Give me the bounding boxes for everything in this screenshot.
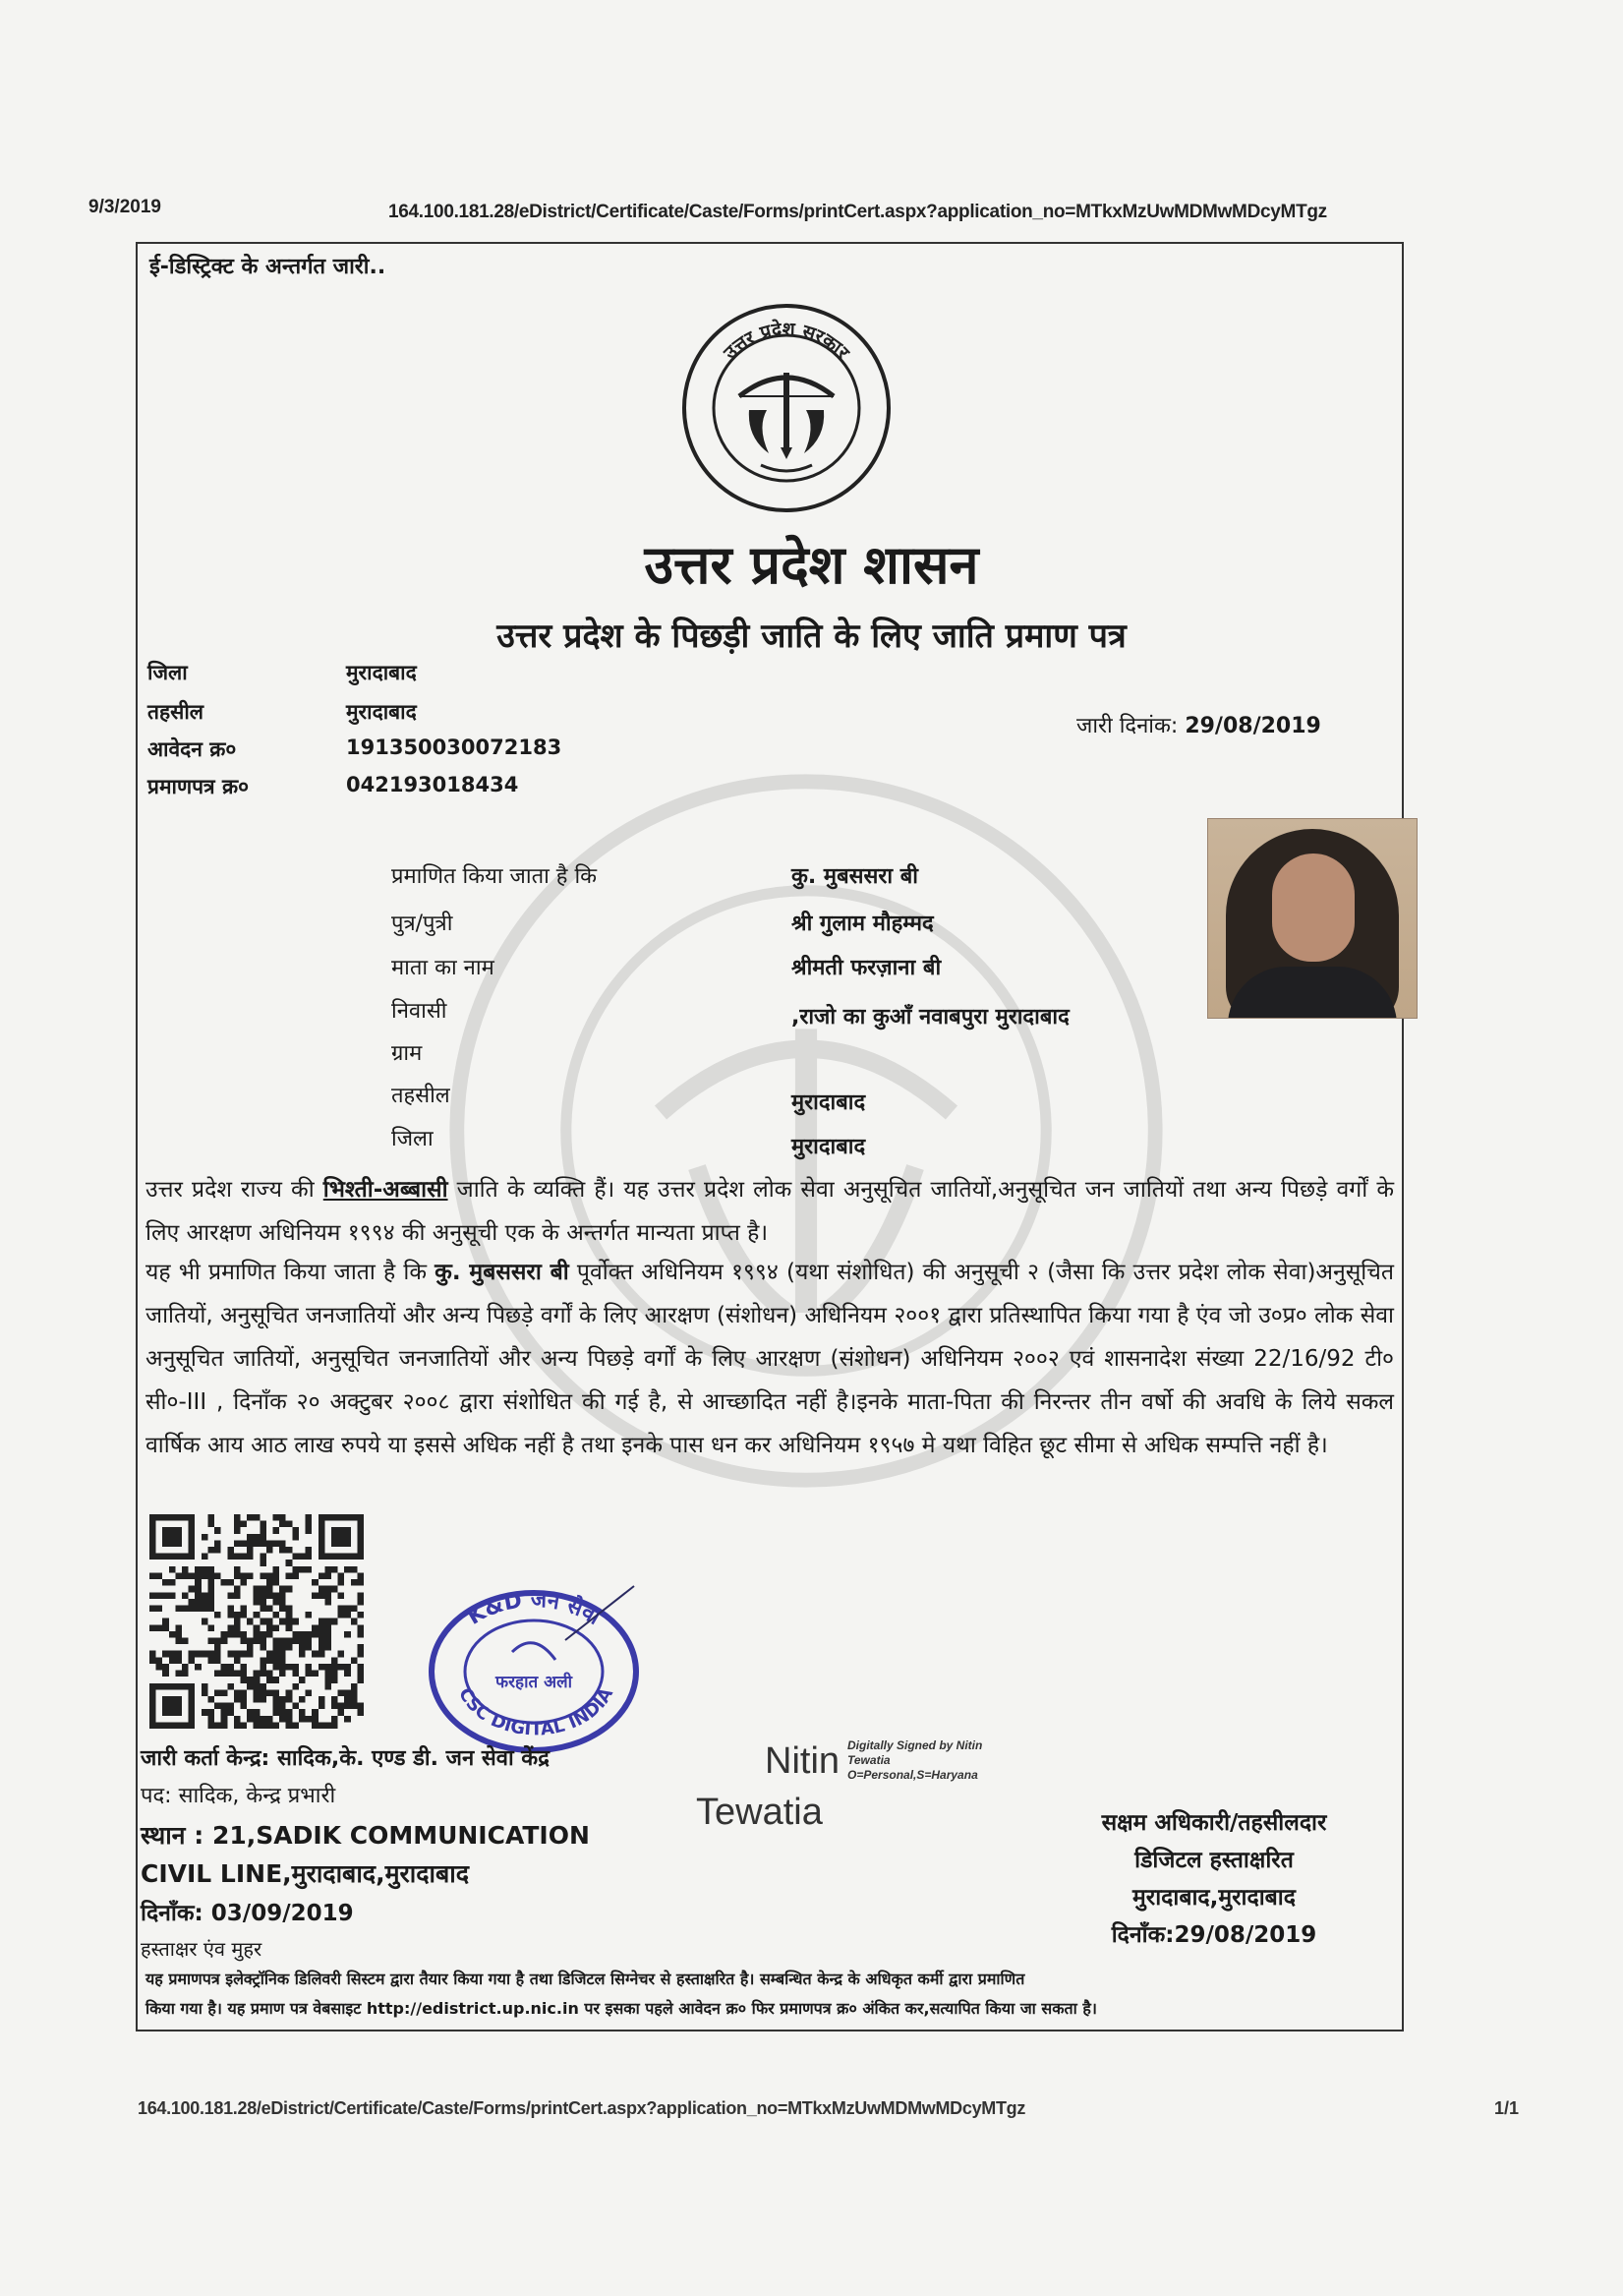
mother-name-label: माता का नाम xyxy=(391,956,494,980)
signature-note-line-3: O=Personal,S=Haryana xyxy=(847,1768,978,1782)
verification-note xyxy=(145,1965,1396,2024)
district-value: मुरादाबाद xyxy=(346,661,417,684)
caste-paragraph xyxy=(145,1168,1394,1255)
child-of-label: पुत्र/पुत्री xyxy=(391,912,453,936)
village-label: ग्राम xyxy=(391,1041,423,1066)
authority-title: सक्षम अधिकारी/तहसीलदार xyxy=(1101,1810,1327,1836)
svg-text:उत्तर प्रदेश सरकार xyxy=(719,318,854,365)
para2-start: यह भी प्रमाणित किया जाता है कि xyxy=(145,1260,435,1285)
verification-note-line-1: यह प्रमाणपत्र इलेक्ट्रॉनिक डिलिवरी सिस्टम द्वारा तैयार किया गया है तथा डिजिटल सिग्नेचर से हस्ताक्षरित है। सम्बन्धित केन्द्र के अधिकृत कर्मी द्वारा प्रमाणित xyxy=(145,1970,1025,1988)
issuer-date-value: 03/09/2019 xyxy=(210,1901,354,1926)
application-number-value: 191350030072183 xyxy=(346,736,562,759)
tehsil-label: तहसील xyxy=(147,700,203,724)
note-line-2-rest: पर इसका पहले आवेदन क्र० फिर प्रमाणपत्र क्र० अंकित कर,सत्यापित किया जा सकता है। xyxy=(578,1999,1097,2018)
para2-rest: पूर्वोक्त अधिनियम १९९४ (यथा संशोधित) की अनुसूची २ (जैसा कि उत्तर प्रदेश लोक सेवा)अनुसूचित जातियों, अनुसूचित जनजातियों और अन्य पिछड़े वर्गों के लिए आरक्षण (संशोधन) अधिनियम २००१ द्वारा प्रतिस्थापित किया गया है एंव जो उ०प्र० लोक सेवा अनुसूचित जातियों, अनुसूचित जनजातियों और अन्य पिछड़े वर्गों के लिए आरक्षण (संशोधन) अधिनियम २००२ एवं शासनादेश संख्या 22/16/92 टी० सी०-III , दिनाँक २० अक्टुबर २००८ द्वारा संशोधित की गई है, से आच्छादित नहीं है।इनके माता-पिता की निरन्तर तीन वर्षो की अवधि के लिये सकल वार्षिक आय आठ लाख रुपये या इससे अधिक नहीं है तथा इनके पास धन कर अधिनियम १९५७ मे यथा विहित छूट सीमा से अधिक सम्पत्ति नहीं है। xyxy=(145,1260,1394,1458)
issuing-center: जारी कर्ता केन्द्र: सादिक,के. एण्ड डी. जन सेवा केंद्र xyxy=(141,1746,550,1771)
district-label: जिला xyxy=(147,661,188,684)
mother-name: श्रीमती फरज़ाना बी xyxy=(791,956,942,980)
application-number-label: आवेदन क्र० xyxy=(147,737,237,761)
field-tehsil-label: तहसील xyxy=(391,1084,450,1108)
field-tehsil-value: मुरादाबाद xyxy=(791,1090,866,1115)
digital-signature-first-name: Nitin xyxy=(765,1740,840,1782)
svg-text:CSC DIGITAL INDIA xyxy=(454,1684,617,1739)
issue-date xyxy=(1076,710,1321,739)
applicant-photo xyxy=(1207,818,1418,1019)
digital-signature-note xyxy=(847,1738,982,1783)
stamp-middle-text: फरहात अली xyxy=(494,1673,573,1692)
certification-paragraph xyxy=(145,1251,1394,1467)
signature-note-line-1: Digitally Signed by Nitin xyxy=(847,1738,983,1752)
field-district-value: मुरादाबाद xyxy=(791,1135,866,1159)
digital-signature-last-name: Tewatia xyxy=(696,1792,823,1833)
stamp-top-text: K&D जन सेवा xyxy=(463,1587,605,1630)
resident-label: निवासी xyxy=(391,999,447,1024)
issue-date-label: जारी दिनांक: xyxy=(1076,714,1179,738)
authority-place: मुरादाबाद,मुरादाबाद xyxy=(1132,1885,1296,1911)
signature-note-line-2: Tewatia xyxy=(847,1753,891,1767)
issuer-date xyxy=(141,1896,354,1927)
verification-note-line-2 xyxy=(145,1994,1396,2024)
para2-applicant-name: कु. मुबससरा बी xyxy=(435,1260,569,1285)
authority-date: दिनाँक:29/08/2019 xyxy=(1111,1922,1317,1948)
para1-start: उत्तर प्रदेश राज्य की xyxy=(145,1177,323,1203)
qr-code-icon xyxy=(149,1514,364,1729)
stamp-seal-icon xyxy=(418,1581,654,1756)
footer-page-number: 1/1 xyxy=(1494,2098,1520,2118)
caste-name: भिश्ती-अब्बासी xyxy=(322,1177,448,1203)
signature-seal-label: हस्ताक्षर एंव मुहर xyxy=(141,1937,262,1961)
authority-digital-signed: डिजिटल हस्ताक्षरित xyxy=(1134,1848,1294,1873)
government-title: उत्तर प्रदेश शासन xyxy=(644,534,979,596)
print-date: 9/3/2019 xyxy=(88,197,161,217)
certificate-number-label: प्रमाणपत्र क्र० xyxy=(147,775,250,798)
tehsil-value: मुरादाबाद xyxy=(346,700,417,724)
footer-url: 164.100.181.28/eDistrict/Certificate/Caste/Forms/printCert.aspx?application_no=MTkxMzUwMDMwMDcyMTgz xyxy=(138,2098,1026,2118)
certified-label: प्रमाणित किया जाता है कि xyxy=(391,864,598,889)
note-line-2-start: किया गया है। यह प्रमाण पत्र वेबसाइट xyxy=(145,1999,367,2018)
up-government-emblem-icon xyxy=(678,300,895,516)
applicant-name: कु. मुबससरा बी xyxy=(791,864,918,889)
issuer-date-label: दिनाँक: xyxy=(141,1901,203,1926)
resident-address: ,राजो का कुआँ नवाबपुरा मुरादाबाद xyxy=(791,1005,1070,1030)
issued-under-note: ई-डिस्ट्रिक्ट के अन्तर्गत जारी.. xyxy=(149,255,386,279)
issuer-post: पद: सादिक, केन्द्र प्रभारी xyxy=(141,1784,336,1808)
father-name: श्री गुलाम मौहम्मद xyxy=(791,912,934,936)
issuer-place-line-1: स्थान : 21,SADIK COMMUNICATION xyxy=(141,1821,590,1850)
issue-date-value: 29/08/2019 xyxy=(1185,714,1321,738)
emblem-text: उत्तर प्रदेश सरकार xyxy=(720,318,854,364)
certificate-number-value: 042193018434 xyxy=(346,773,519,796)
verification-website-link[interactable]: http://edistrict.up.nic.in xyxy=(366,1999,579,2018)
para1-rest: जाति के व्यक्ति हैं। यह उत्तर प्रदेश लोक सेवा अनुसूचित जातियों,अनुसूचित जन जातियों तथा अन्य पिछड़े वर्गों के लिए आरक्षण अधिनियम १९९४ की अनुसूची एक के अन्तर्गत मान्यता प्राप्त है। xyxy=(145,1177,1394,1246)
field-district-label: जिला xyxy=(391,1127,434,1151)
issuer-place-line-2: CIVIL LINE,मुरादाबाद,मुरादाबाद xyxy=(141,1859,470,1888)
print-url: 164.100.181.28/eDistrict/Certificate/Caste/Forms/printCert.aspx?application_no=MTkxMzUwMDMwMDcyMTgz xyxy=(388,202,1327,222)
stamp-bottom-text: CSC DIGITAL INDIA xyxy=(453,1684,618,1740)
certificate-title: उत्तर प्रदेश के पिछड़ी जाति के लिए जाति प्रमाण पत्र xyxy=(496,617,1127,656)
